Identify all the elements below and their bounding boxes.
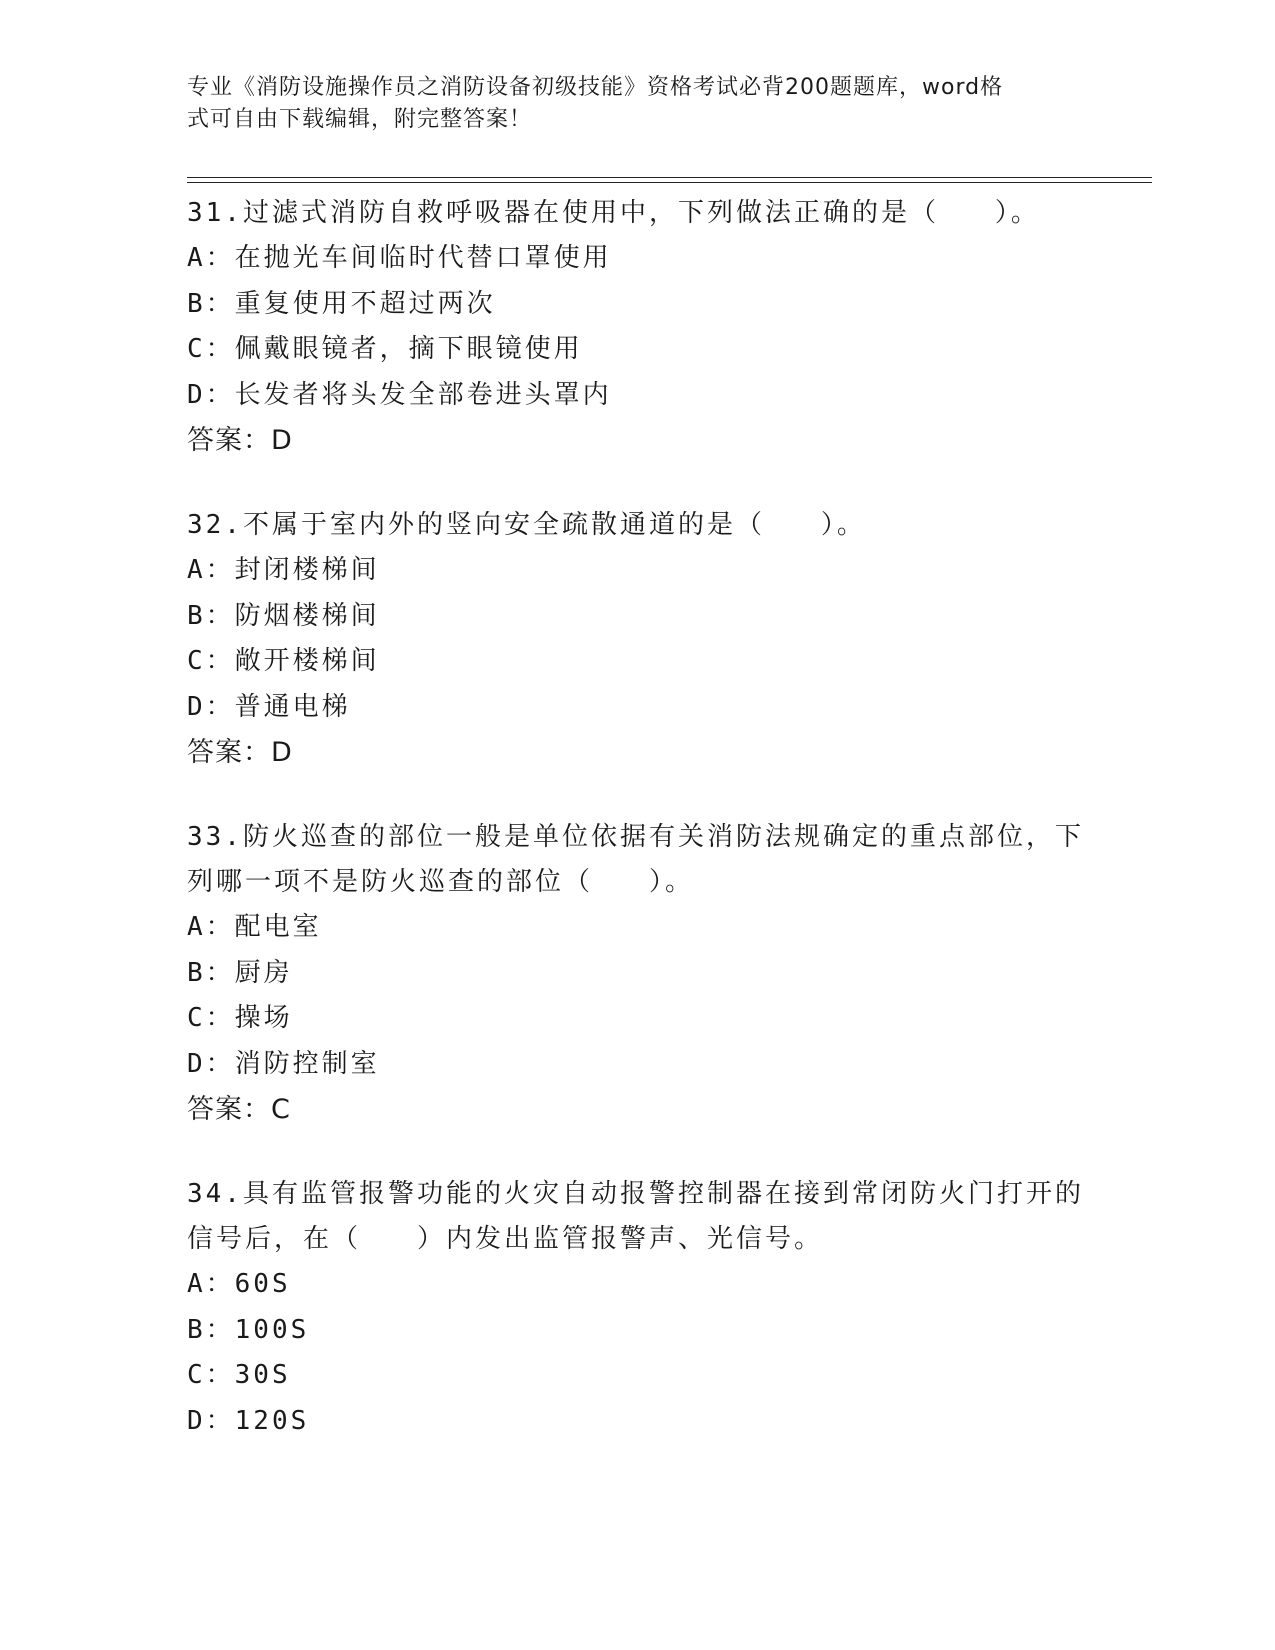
question-text-line-2: 列哪一项不是防火巡查的部位（ ）。	[187, 867, 694, 897]
option-d: D：普通电梯	[187, 691, 351, 722]
question-34	[187, 1168, 1087, 1444]
option-c: C：操场	[187, 1003, 293, 1033]
question-text-line-1: 34.具有监管报警功能的火灾自动报警控制器在接到常闭防火门打开的	[187, 1179, 1084, 1209]
question-text-line-2: 信号后，在（ ）内发出监管报警声、光信号。	[187, 1224, 823, 1254]
document-header	[187, 72, 1067, 136]
question-31	[187, 187, 1087, 464]
option-b: B：100S	[187, 1314, 310, 1345]
option-c: C：30S	[187, 1360, 291, 1390]
option-b: B：重复使用不超过两次	[187, 288, 496, 319]
answer: 答案：D	[187, 737, 293, 768]
option-c: C：敞开楼梯间	[187, 646, 380, 676]
option-b: B：防烟楼梯间	[187, 600, 380, 631]
option-d: D：长发者将头发全部卷进头罩内	[187, 379, 612, 410]
option-b: B：厨房	[187, 957, 293, 988]
header-line-1: 专业《消防设施操作员之消防设备初级技能》资格考试必背200题题库，word格	[187, 75, 1004, 100]
option-a: A：配电室	[187, 912, 322, 942]
header-divider-bottom	[187, 182, 1152, 183]
question-32	[187, 499, 1087, 776]
option-d: D：消防控制室	[187, 1048, 380, 1079]
option-d: D：120S	[187, 1405, 310, 1436]
answer: 答案：D	[187, 425, 293, 456]
option-a: A：60S	[187, 1269, 291, 1299]
question-text: 32.不属于室内外的竖向安全疏散通道的是（ ）。	[187, 510, 866, 540]
question-33	[187, 811, 1087, 1133]
answer: 答案：C	[187, 1094, 291, 1125]
question-text-line-1: 33.防火巡查的部位一般是单位依据有关消防法规确定的重点部位，下	[187, 822, 1084, 852]
option-a: A：封闭楼梯间	[187, 555, 380, 585]
option-c: C：佩戴眼镜者，摘下眼镜使用	[187, 334, 583, 364]
option-a: A：在抛光车间临时代替口罩使用	[187, 243, 612, 273]
question-text: 31.过滤式消防自救呼吸器在使用中，下列做法正确的是（ ）。	[187, 198, 1040, 228]
question-list	[187, 187, 1087, 1479]
header-divider-top	[187, 177, 1152, 178]
header-line-2: 式可自由下载编辑，附完整答案！	[187, 107, 533, 132]
